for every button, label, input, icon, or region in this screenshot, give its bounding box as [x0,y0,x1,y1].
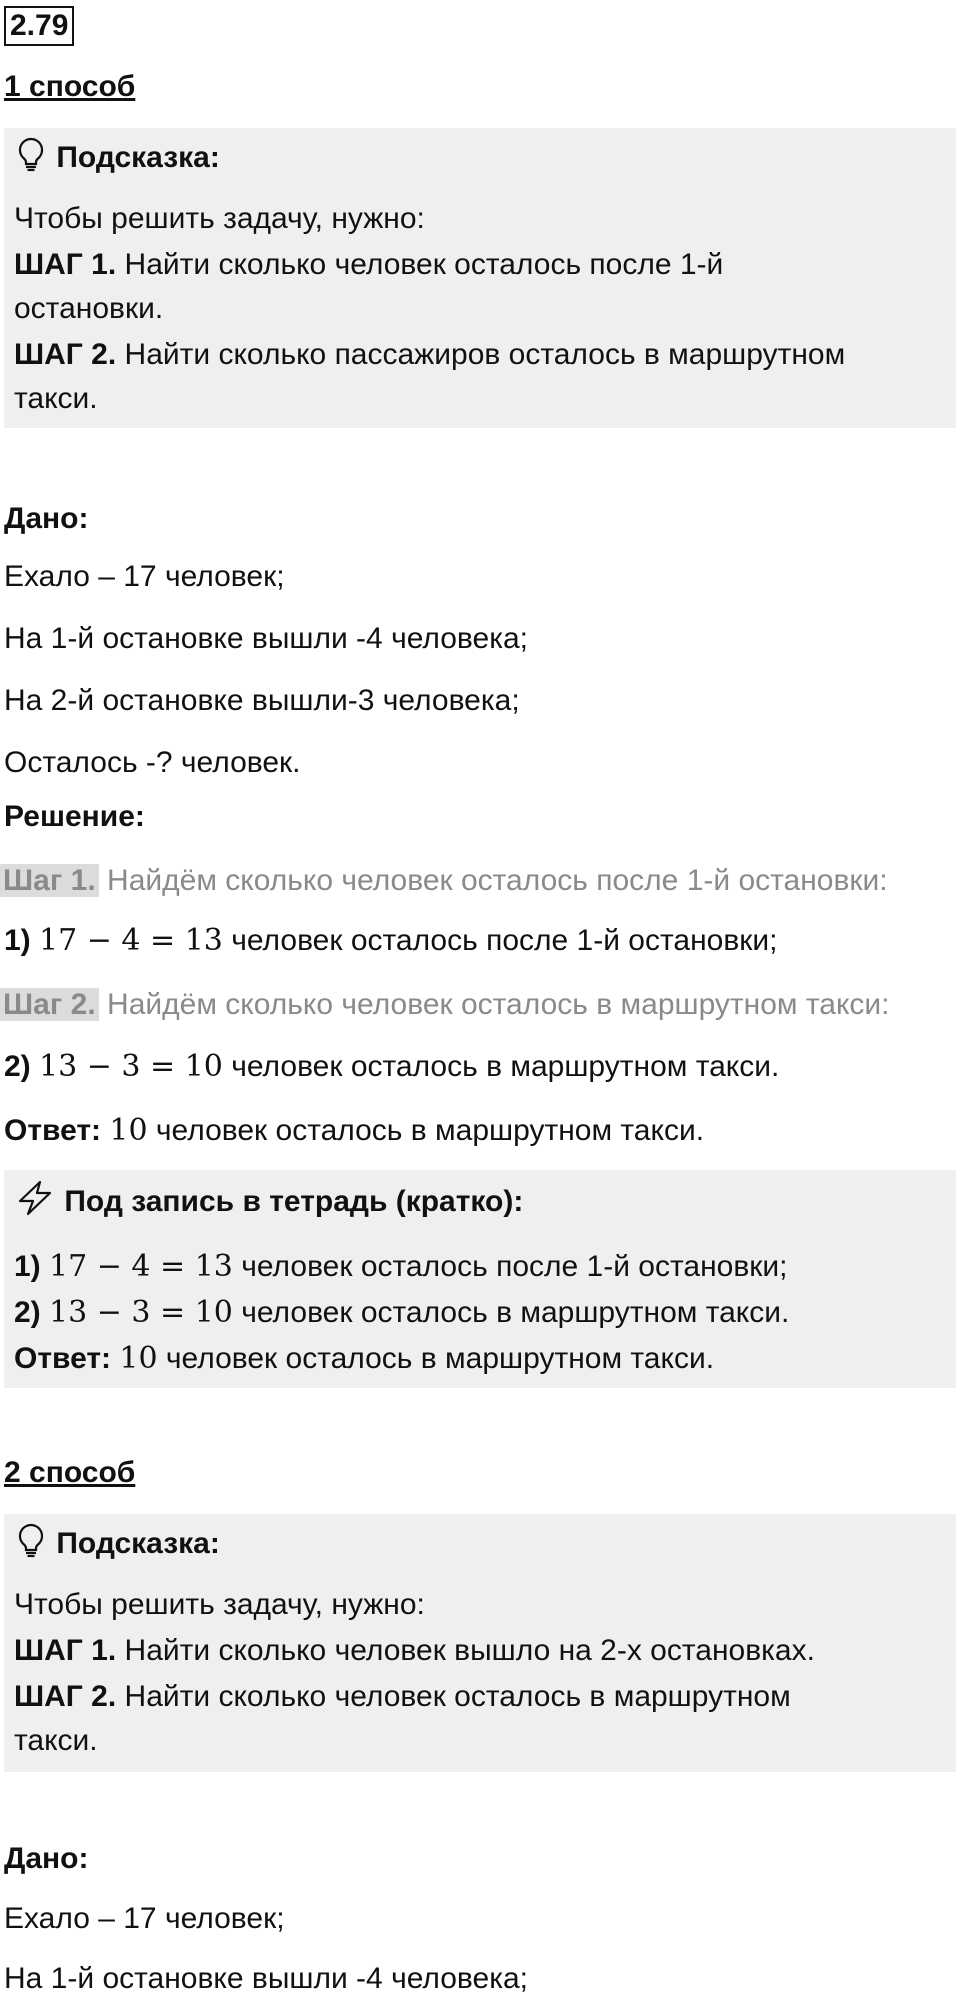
solution-eq2: 2) 13 − 3 = 10 человек осталось в маршрутном такси. [4,1049,780,1084]
notebook-answer: Ответ: 10 человек осталось в маршрутном такси. [14,1341,715,1376]
hint-title-row [14,1522,220,1568]
solution-title: Решение: [4,800,145,833]
hint-title: Подсказка: [56,1526,220,1560]
hint-step2-cont: такси. [14,382,98,415]
notebook-box [4,1170,956,1388]
way1-heading: 1 способ [4,70,136,103]
hint-title-row [14,136,220,182]
way2-heading: 2 способ [4,1456,136,1489]
way1-hint-box [4,128,956,428]
notebook-eq1: 1) 17 − 4 = 13 человек осталось после 1-й остановки; [14,1249,788,1284]
given-title: Дано: [4,1842,89,1875]
solution-step1: Шаг 1. Найдём сколько человек осталось после 1-й остановки: [0,862,888,900]
given-line: Ехало – 17 человек; [4,560,285,593]
lightbulb-icon [14,136,48,182]
task-number: 2.79 [4,6,74,46]
given-line: Ехало – 17 человек; [4,1902,285,1935]
lightbulb-icon [14,1522,48,1568]
notebook-title: Под запись в тетрадь (кратко): [64,1184,524,1218]
hint-step2: ШАГ 2. Найти сколько пассажиров осталось в маршрутном [14,338,846,371]
given-line: Осталось -? человек. [4,746,301,779]
hint-step2-cont: такси. [14,1724,98,1757]
solution-eq1: 1) 17 − 4 = 13 человек осталось после 1-й остановки; [4,923,778,958]
hint-intro: Чтобы решить задачу, нужно: [14,202,425,235]
hint-title: Подсказка: [56,140,220,174]
notebook-eq2: 2) 13 − 3 = 10 человек осталось в маршрутном такси. [14,1295,790,1330]
lightning-icon [14,1180,56,1226]
hint-step1: ШАГ 1. Найти сколько человек осталось после 1-й [14,248,724,281]
given-line: На 1-й остановке вышли -4 человека; [4,1962,529,1995]
solution-answer: Ответ: 10 человек осталось в маршрутном такси. [4,1113,705,1148]
hint-step2: ШАГ 2. Найти сколько человек осталось в маршрутном [14,1680,791,1713]
way2-hint-box [4,1514,956,1772]
solution-step2: Шаг 2. Найдём сколько человек осталось в маршрутном такси: [0,986,890,1024]
notebook-title-row [14,1180,523,1226]
hint-step1-cont: остановки. [14,292,164,325]
hint-step1: ШАГ 1. Найти сколько человек вышло на 2-х остановках. [14,1634,815,1667]
hint-intro: Чтобы решить задачу, нужно: [14,1588,425,1621]
given-line: На 2-й остановке вышли-3 человека; [4,684,520,717]
given-title: Дано: [4,502,89,535]
given-line: На 1-й остановке вышли -4 человека; [4,622,529,655]
